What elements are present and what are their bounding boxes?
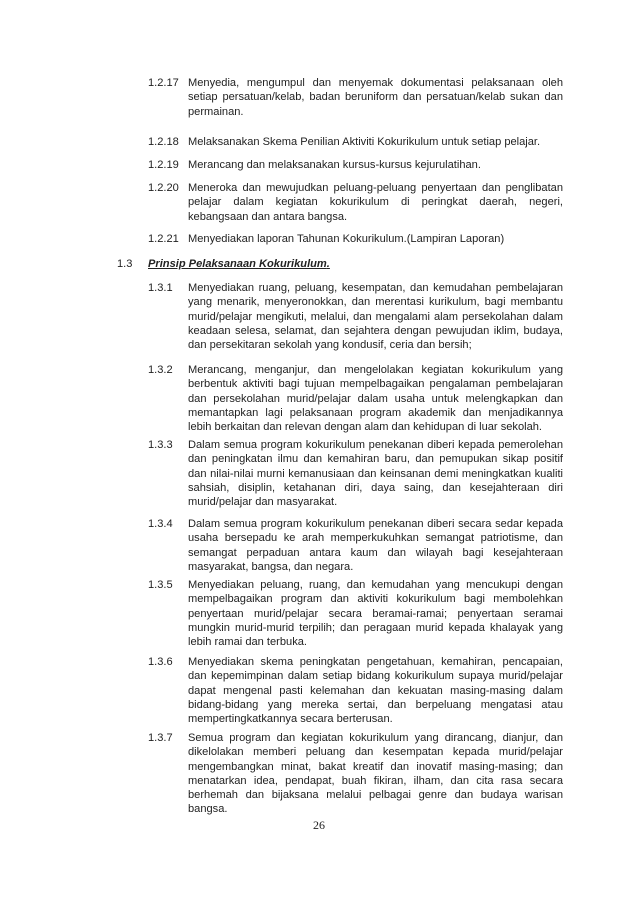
- item-text: Semua program dan kegiatan kokurikulum yang dirancang, dianjur, dan dikelolakan memberi peluang dan kesempatan kepada murid/pelajar mengembangkan minat, bakat kreatif dan inovatif masing-masing; dan menatarkan idea, pendapat, buah fikiran, ilham, dan cita rasa secara berhemah dan bijaksana melalui pelbagai genre dan budaya warisan bangsa.: [188, 732, 563, 816]
- item-number: 1.2.18: [148, 136, 179, 148]
- item-number: 1.3.1: [148, 282, 173, 294]
- list-item: [148, 578, 563, 649]
- item-number: 1.2.20: [148, 182, 179, 194]
- item-number: 1.3.2: [148, 364, 173, 376]
- list-item: [148, 76, 563, 119]
- item-text: Merancang, menganjur, dan mengelolakan kegiatan kokurikulum yang berbentuk aktiviti bagi tujuan mempelbagaikan pengalaman pembelajaran dan persekolahan murid/pelajar dalam usaha untuk melengkapkan dan memantapkan lagi pelaksanaan program akademik dan menjadikannya lebih berkaitan dan relevan dengan alam dan kehidupan di luar sekolah.: [188, 364, 563, 434]
- page-number: 26: [313, 818, 325, 832]
- list-item: [148, 232, 563, 246]
- item-number: 1.2.17: [148, 77, 179, 89]
- list-item: [148, 181, 563, 224]
- item-text: Menyedia, mengumpul dan menyemak dokumentasi pelaksanaan oleh setiap persatuan/kelab, badan beruniform dan persatuan/kelab sukan dan permainan.: [188, 77, 563, 118]
- list-item: [148, 363, 563, 434]
- item-text: Dalam semua program kokurikulum penekanan diberi secara sedar kepada usaha bersepadu ke arah memperkukuhkan semangat patriotisme, dan semangat perpaduan antara kaum dan wilayah bagi kesejahteraan masyarakat, bangsa, dan negara.: [188, 518, 563, 573]
- item-text: Menyediakan peluang, ruang, dan kemudahan yang mencukupi dengan mempelbagaikan program dan aktiviti kokurikulum bagi membolehkan penyertaan murid/pelajar secara beramai-ramai; penyertaan seramai mungkin murid-murid terpilih; dan peragaan murid kepada khalayak yang lebih ramai dan terbuka.: [188, 579, 563, 649]
- item-number: 1.3.5: [148, 579, 173, 591]
- section-number: 1.3: [117, 258, 133, 270]
- list-item: [148, 438, 563, 509]
- item-text: Meneroka dan mewujudkan peluang-peluang penyertaan dan penglibatan pelajar dalam kegiatan kokurikulum di peringkat daerah, negeri, kebangsaan dan antara bangsa.: [188, 182, 563, 223]
- item-text: Melaksanakan Skema Penilian Aktiviti Kokurikulum untuk setiap pelajar.: [188, 136, 541, 148]
- item-text: Menyediakan skema peningkatan pengetahuan, kemahiran, pencapaian, dan kepemimpinan dalam setiap bidang kokurikulum supaya murid/pelajar dapat mengenal pasti kelemahan dan kekuatan masing-masing dalam bidang-bidang yang mereka sertai, dan berpeluang mengatasi atau mempertingkatkannya secara berterusan.: [188, 656, 563, 726]
- item-number: 1.3.3: [148, 439, 173, 451]
- list-item: [148, 731, 563, 817]
- item-number: 1.3.7: [148, 732, 173, 744]
- list-item: [148, 281, 563, 352]
- item-text: Menyediakan laporan Tahunan Kokurikulum.(Lampiran Laporan): [188, 233, 505, 245]
- item-text: Menyediakan ruang, peluang, kesempatan, dan kemudahan pembelajaran yang menarik, menyeronokkan, dan merentasi kurikulum, bagi membantu murid/pelajar mengikuti, melalui, dan mengalami alam persekolahan dalam keadaan selesa, selamat, dan sejahtera dengan pewujudan iklim, budaya, dan persekitaran sekolah yang kondusif, ceria dan bersih;: [188, 282, 563, 352]
- list-item: [148, 517, 563, 574]
- item-number: 1.2.21: [148, 233, 179, 245]
- item-number: 1.3.4: [148, 518, 173, 530]
- item-number: 1.3.6: [148, 656, 173, 668]
- section-title: [148, 257, 330, 271]
- list-item: [148, 158, 563, 172]
- section-title-end: .: [326, 258, 330, 270]
- item-text: Merancang dan melaksanakan kursus-kursus kejurulatihan.: [188, 159, 481, 171]
- item-text: Dalam semua program kokurikulum penekanan diberi kepada pemerolehan dan peningkatan ilmu dan kemahiran baru, dan pemupukan sikap positif dan nilai-nilai murni kemanusiaan dan keinsanan demi meningkatkan kualiti sahsiah, disiplin, ketahanan diri, daya saing, dan kesejahteraan diri murid/pelajar dan masyarakat.: [188, 439, 563, 509]
- section-title-text: Prinsip Pelaksanaan Kokurikulum: [148, 258, 327, 270]
- item-number: 1.2.19: [148, 159, 179, 171]
- list-item: [148, 655, 563, 726]
- list-item: [148, 135, 563, 149]
